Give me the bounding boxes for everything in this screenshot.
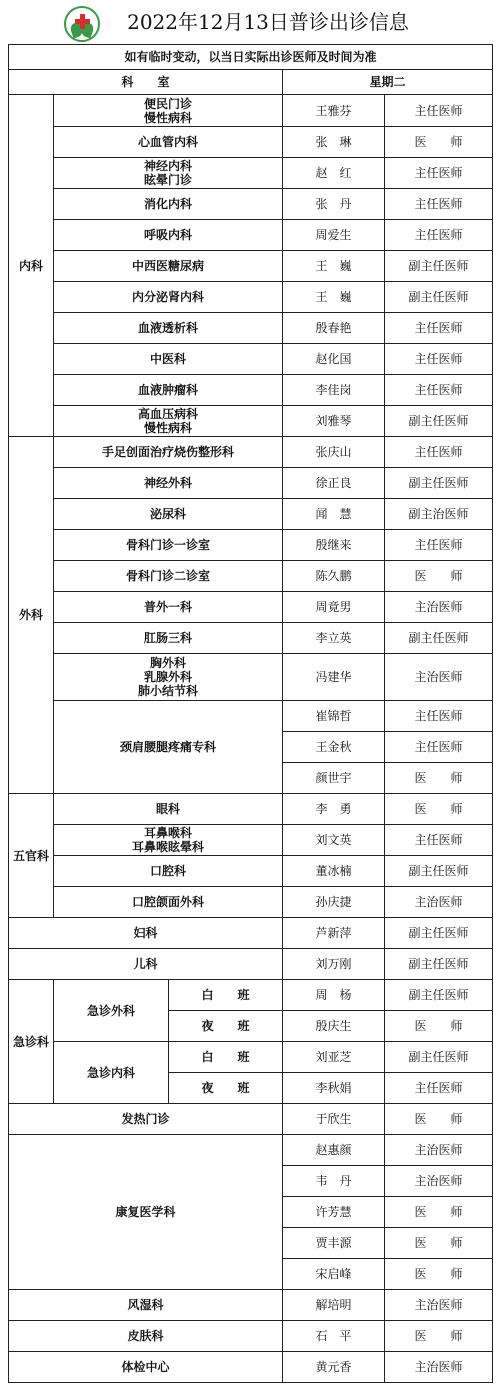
table-row [9,623,493,654]
table-row [9,856,493,887]
table-cell: 于欣生 [283,1104,385,1135]
table-cell: 副主任医师 [385,918,493,949]
hospital-logo-icon [64,6,100,42]
table-cell: 外科 [9,437,54,794]
table-row [9,592,493,623]
table-cell: 主任医师 [385,825,493,856]
table-cell: 副主任医师 [385,282,493,313]
table-row [9,282,493,313]
table-cell: 张庆山 [283,437,385,468]
table-cell: 副主任医师 [385,406,493,437]
table-row [9,437,493,468]
table-cell: 董冰楠 [283,856,385,887]
table-row [9,468,493,499]
table-cell: 医 师 [385,763,493,794]
table-cell: 高血压病科 慢性病科 [54,406,283,437]
table-cell: 医 师 [385,794,493,825]
table-row [9,406,493,437]
schedule-table [8,44,493,1383]
table-cell: 殷庆生 [283,1011,385,1042]
table-cell: 骨科门诊二诊室 [54,561,283,592]
table-row [9,887,493,918]
table-row [9,1290,493,1321]
table-cell: 医 师 [385,1011,493,1042]
table-cell: 李立英 [283,623,385,654]
table-cell: 医 师 [385,127,493,158]
table-row [9,1135,493,1166]
table-row [9,794,493,825]
table-row [9,344,493,375]
table-cell: 副主任医师 [385,1042,493,1073]
table-cell: 神经内科 眩晕门诊 [54,158,283,189]
table-cell: 刘万刚 [283,949,385,980]
table-cell: 风湿科 [9,1290,283,1321]
table-cell: 医 师 [385,1228,493,1259]
table-cell: 妇科 [9,918,283,949]
table-cell: 皮肤科 [9,1321,283,1352]
table-cell: 殷春艳 [283,313,385,344]
table-cell: 副主任医师 [385,980,493,1011]
table-row [9,530,493,561]
table-cell: 赵 红 [283,158,385,189]
table-row [9,1321,493,1352]
notice-text: 如有临时变动，以当日实际出诊医师及时间为准 [9,45,493,70]
table-row [9,825,493,856]
table-cell: 解培明 [283,1290,385,1321]
table-cell: 口腔颌面外科 [54,887,283,918]
page-header [0,0,500,44]
table-cell: 副主治医师 [385,499,493,530]
table-cell: 周 杨 [283,980,385,1011]
table-cell: 韦 丹 [283,1166,385,1197]
table-cell: 主治医师 [385,592,493,623]
table-cell: 发热门诊 [9,1104,283,1135]
table-cell: 内科 [9,95,54,437]
table-cell: 主任医师 [385,313,493,344]
table-cell: 颈肩腰腿疼痛专科 [54,701,283,794]
table-cell: 芦新萍 [283,918,385,949]
table-cell: 孙庆捷 [283,887,385,918]
page-title: 2022年12月13日普诊出诊信息 [127,10,409,34]
table-cell: 医 师 [385,1104,493,1135]
table-cell: 内分泌肾内科 [54,282,283,313]
table-cell: 普外一科 [54,592,283,623]
table-cell: 便民门诊 慢性病科 [54,95,283,127]
table-cell: 张 琳 [283,127,385,158]
table-row [9,1352,493,1383]
table-cell: 主任医师 [385,701,493,732]
table-cell: 副主任医师 [385,468,493,499]
table-cell: 宋启峰 [283,1259,385,1290]
table-cell: 主任医师 [385,95,493,127]
table-cell: 副主任医师 [385,949,493,980]
table-row [9,654,493,701]
table-cell: 肛肠三科 [54,623,283,654]
table-row [9,127,493,158]
table-cell: 中西医糖尿病 [54,251,283,282]
table-cell: 主任医师 [385,158,493,189]
table-cell: 神经外科 [54,468,283,499]
table-cell: 消化内科 [54,189,283,220]
table-cell: 心血管内科 [54,127,283,158]
table-cell: 主治医师 [385,1290,493,1321]
table-cell: 主任医师 [385,732,493,763]
table-row [9,95,493,127]
table-cell: 主任医师 [385,344,493,375]
table-cell: 主治医师 [385,1166,493,1197]
table-cell: 赵化国 [283,344,385,375]
table-cell: 主任医师 [385,1073,493,1104]
table-cell: 崔锦哲 [283,701,385,732]
table-cell: 儿科 [9,949,283,980]
table-cell: 李佳岗 [283,375,385,406]
table-cell: 冯建华 [283,654,385,701]
table-cell: 王 巍 [283,251,385,282]
table-cell: 闻 慧 [283,499,385,530]
table-cell: 血液肿瘤科 [54,375,283,406]
table-cell: 血液透析科 [54,313,283,344]
table-cell: 急诊科 [9,980,54,1104]
table-cell: 主治医师 [385,1352,493,1383]
table-cell: 夜 班 [169,1011,283,1042]
table-row [9,251,493,282]
dept-header: 科 室 [9,70,283,95]
table-row [9,980,493,1011]
table-cell: 石 平 [283,1321,385,1352]
table-cell: 许芳慧 [283,1197,385,1228]
table-row [9,701,493,732]
table-cell: 手足创面治疗烧伤整形科 [54,437,283,468]
table-cell: 徐正良 [283,468,385,499]
table-cell: 主治医师 [385,654,493,701]
table-cell: 主治医师 [385,887,493,918]
table-cell: 五官科 [9,794,54,918]
table-row [9,313,493,344]
table-cell: 主治医师 [385,1135,493,1166]
table-row [9,918,493,949]
table-cell: 贾丰源 [283,1228,385,1259]
table-cell: 殷继来 [283,530,385,561]
table-cell: 王 巍 [283,282,385,313]
table-row [9,158,493,189]
table-cell: 王金秋 [283,732,385,763]
notice-row [9,45,493,70]
day-header: 星期二 [283,70,493,95]
table-row [9,189,493,220]
table-cell: 张 丹 [283,189,385,220]
table-cell: 刘文英 [283,825,385,856]
table-cell: 黄元香 [283,1352,385,1383]
table-row [9,220,493,251]
table-cell: 主任医师 [385,530,493,561]
header-row [9,70,493,95]
table-row [9,561,493,592]
table-cell: 刘雅琴 [283,406,385,437]
table-cell: 白 班 [169,980,283,1011]
table-cell: 体检中心 [9,1352,283,1383]
table-cell: 康复医学科 [9,1135,283,1290]
table-cell: 医 师 [385,1321,493,1352]
table-cell: 李秋娟 [283,1073,385,1104]
table-row [9,949,493,980]
table-cell: 主任医师 [385,375,493,406]
table-cell: 医 师 [385,1259,493,1290]
table-cell: 眼科 [54,794,283,825]
table-cell: 颜世宇 [283,763,385,794]
table-cell: 耳鼻喉科 耳鼻喉眩晕科 [54,825,283,856]
table-cell: 中医科 [54,344,283,375]
table-row [9,375,493,406]
table-cell: 主任医师 [385,437,493,468]
table-cell: 周竟男 [283,592,385,623]
table-row [9,1104,493,1135]
table-cell: 主任医师 [385,189,493,220]
table-cell: 主任医师 [385,220,493,251]
table-cell: 李 勇 [283,794,385,825]
table-cell: 夜 班 [169,1073,283,1104]
table-cell: 胸外科 乳腺外科 肺小结节科 [54,654,283,701]
table-cell: 赵惠颜 [283,1135,385,1166]
table-cell: 副主任医师 [385,251,493,282]
table-cell: 刘亚芝 [283,1042,385,1073]
table-cell: 白 班 [169,1042,283,1073]
table-cell: 副主任医师 [385,856,493,887]
table-cell: 骨科门诊一诊室 [54,530,283,561]
table-cell: 王雅芬 [283,95,385,127]
table-cell: 急诊内科 [54,1042,169,1104]
table-cell: 医 师 [385,561,493,592]
table-row [9,499,493,530]
table-cell: 医 师 [385,1197,493,1228]
table-cell: 呼吸内科 [54,220,283,251]
table-cell: 口腔科 [54,856,283,887]
table-cell: 泌尿科 [54,499,283,530]
table-cell: 急诊外科 [54,980,169,1042]
table-row [9,1042,493,1073]
table-cell: 周爱生 [283,220,385,251]
table-cell: 副主任医师 [385,623,493,654]
table-cell: 陈久鹏 [283,561,385,592]
